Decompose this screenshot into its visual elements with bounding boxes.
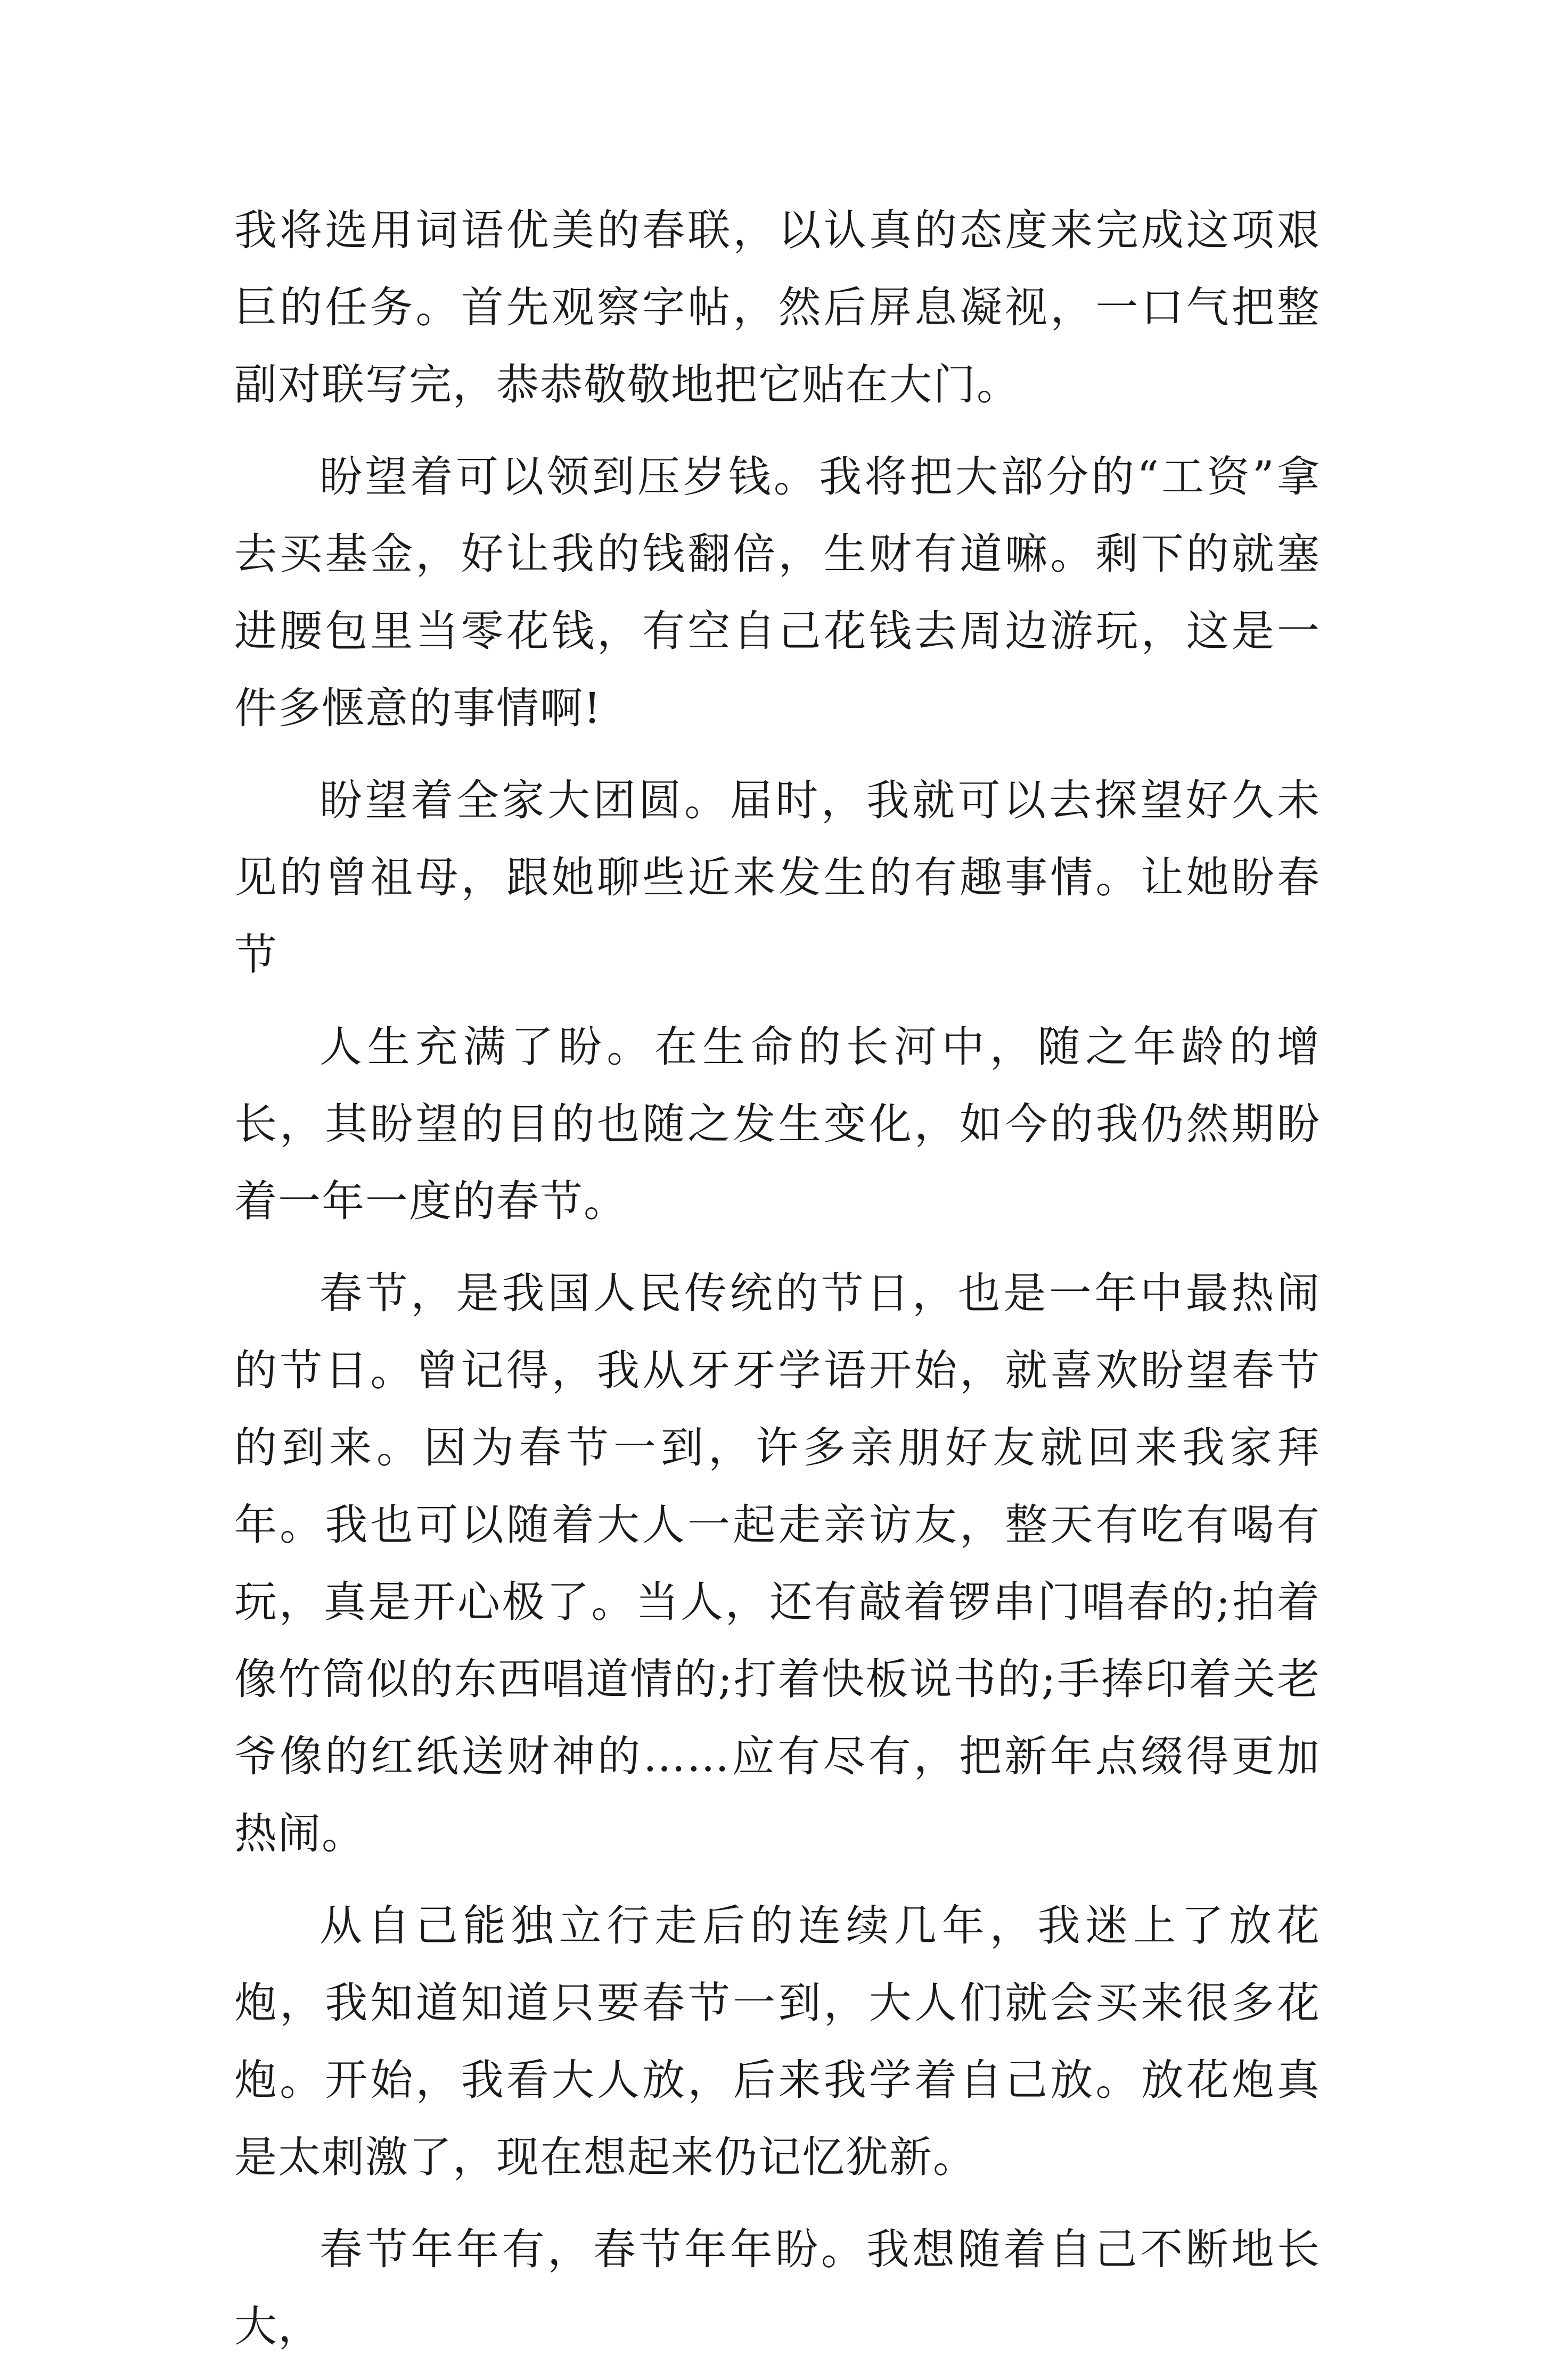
paragraph-4: 人生充满了盼。在生命的长河中，随之年龄的增长，其盼望的目的也随之发生变化，如今的我仍然期盼着一年一度的春节。 bbox=[234, 1022, 1321, 1226]
paragraph-3: 盼望着全家大团圆。届时，我就可以去探望好久未见的曾祖母，跟她聊些近来发生的有趣事情。让她盼春节 bbox=[234, 776, 1321, 979]
paragraph-7: 春节年年有，春节年年盼。我想随着自己不断地长大， bbox=[234, 2225, 1321, 2351]
paragraph-6: 从自己能独立行走后的连续几年，我迷上了放花炮，我知道知道只要春节一到，大人们就会买来很多花炮。开始，我看大人放，后来我学着自己放。放花炮真是太刺激了，现在想起来仍记忆犹新。 bbox=[234, 1901, 1321, 2182]
paragraph-1: 我将选用词语优美的春联，以认真的态度来完成这项艰巨的任务。首先观察字帖，然后屏息凝视，一口气把整副对联写完，恭恭敬敬地把它贴在大门。 bbox=[234, 205, 1321, 409]
paragraph-2: 盼望着可以领到压岁钱。我将把大部分的“工资”拿去买基金，好让我的钱翻倍，生财有道嘛。剩下的就塞进腰包里当零花钱，有空自己花钱去周边游玩，这是一件多惬意的事情啊! bbox=[234, 452, 1321, 733]
paragraph-5: 春节，是我国人民传统的节日，也是一年中最热闹的节日。曾记得，我从牙牙学语开始，就喜欢盼望春节的到来。因为春节一到，许多亲朋好友就回来我家拜年。我也可以随着大人一起走亲访友，整天有吃有喝有玩，真是开心极了。当人，还有敲着锣串门唱春的;拍着像竹筒似的东西唱道情的;打着快板说书的;手捧印着关老爷像的红纸送财神的……应有尽有，把新年点缀得更加热闹。 bbox=[234, 1269, 1321, 1858]
document-body bbox=[234, 192, 1321, 2380]
